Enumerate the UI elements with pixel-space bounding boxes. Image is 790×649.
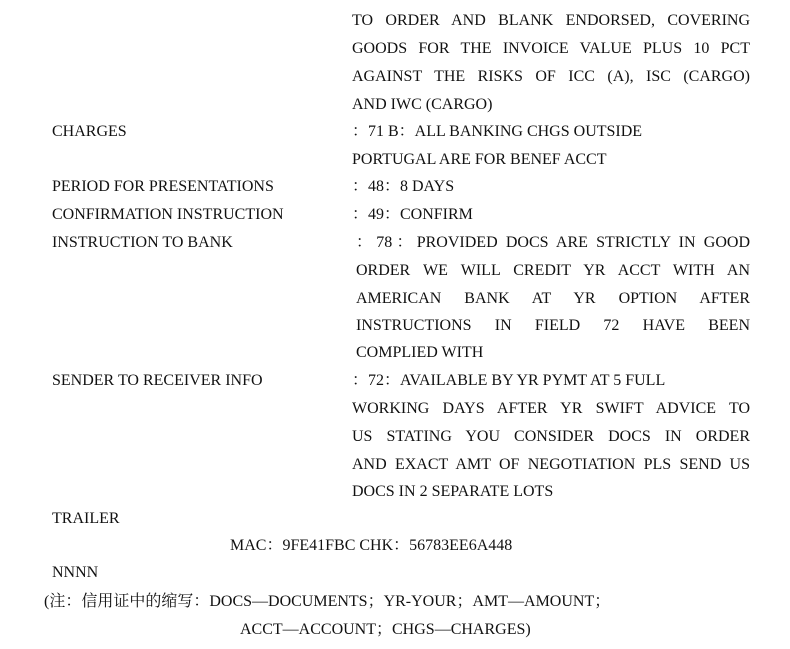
sender-value: DOCS IN 2 SEPARATE LOTS: [352, 483, 554, 500]
abbreviation-note: ACCT—ACCOUNT；CHGS—CHARGES): [240, 621, 531, 638]
end-marker: NNNN: [52, 564, 99, 581]
instruction-value: COMPLIED WITH: [356, 344, 484, 361]
charges-value: PORTUGAL ARE FOR BENEF ACCT: [352, 151, 607, 168]
sender-label: SENDER TO RECEIVER INFO: [52, 372, 263, 389]
mac-line: MAC：9FE41FBC CHK：56783EE6A448: [230, 537, 513, 554]
instruction-value: AMERICAN BANK AT YR OPTION AFTER: [356, 290, 750, 307]
sender-value: US STATING YOU CONSIDER DOCS IN ORDER: [352, 428, 750, 445]
confirmation-value: ：49：CONFIRM: [352, 206, 473, 223]
insurance-line: AGAINST THE RISKS OF ICC (A), ISC (CARGO): [352, 68, 750, 85]
period-label: PERIOD FOR PRESENTATIONS: [52, 178, 274, 195]
trailer-label: TRAILER: [52, 510, 120, 527]
instruction-value: INSTRUCTIONS IN FIELD 72 HAVE BEEN: [356, 317, 750, 334]
abbreviation-note: (注：信用证中的缩写：DOCS—DOCUMENTS；YR-YOUR；AMT—AMOUNT；: [44, 593, 611, 610]
instruction-value: ORDER WE WILL CREDIT YR ACCT WITH AN: [356, 262, 750, 279]
charges-value: ：71 B：ALL BANKING CHGS OUTSIDE: [352, 123, 643, 140]
instruction-label: INSTRUCTION TO BANK: [52, 234, 233, 251]
insurance-line: AND IWC (CARGO): [352, 96, 493, 113]
insurance-line: TO ORDER AND BLANK ENDORSED, COVERING: [352, 12, 750, 29]
instruction-value: ：78：PROVIDED DOCS ARE STRICTLY IN GOOD: [356, 234, 750, 251]
insurance-line: GOODS FOR THE INVOICE VALUE PLUS 10 PCT: [352, 40, 750, 57]
sender-value: WORKING DAYS AFTER YR SWIFT ADVICE TO: [352, 400, 750, 417]
charges-label: CHARGES: [52, 123, 127, 140]
sender-value: ：72：AVAILABLE BY YR PYMT AT 5 FULL: [352, 372, 666, 389]
period-value: ：48：8 DAYS: [352, 178, 455, 195]
confirmation-label: CONFIRMATION INSTRUCTION: [52, 206, 284, 223]
sender-value: AND EXACT AMT OF NEGOTIATION PLS SEND US: [352, 456, 750, 473]
